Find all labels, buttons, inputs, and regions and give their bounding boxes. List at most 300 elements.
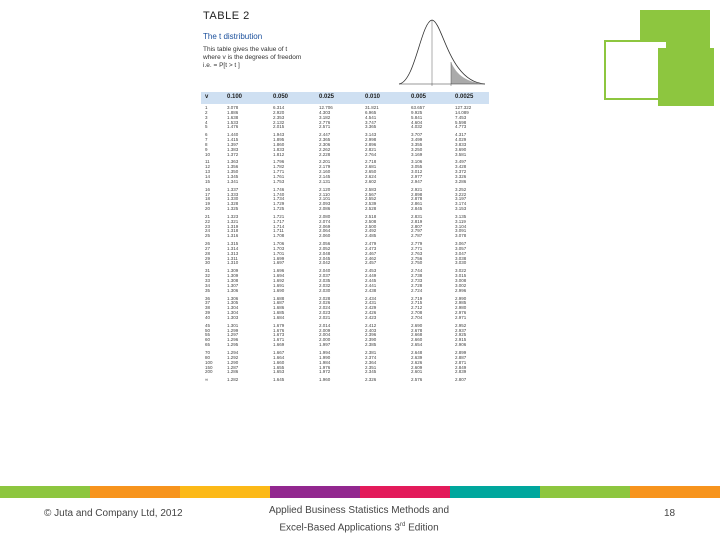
book-title-line-2 [250, 518, 468, 535]
table-cell: 2.976 [455, 310, 467, 316]
table-cell: 3.022 [455, 268, 467, 274]
table-cell: 2.074 [319, 218, 331, 224]
table-cell: 3.197 [455, 196, 467, 202]
table-cell: 2.539 [365, 201, 377, 207]
header-cell: v [205, 94, 209, 100]
deco-square-bottom [658, 48, 714, 106]
table-cell: 17 [205, 191, 211, 197]
table-cell: 1.292 [227, 354, 239, 360]
table-cell: 6 [205, 132, 208, 138]
band-segment [0, 486, 91, 498]
band-segment [180, 486, 271, 498]
table-cell: 2.654 [411, 342, 423, 348]
table-cell: 127.322 [455, 105, 472, 110]
band-segment [630, 486, 720, 498]
book-title-edition: Excel-Based Applications 3 [279, 522, 400, 534]
table-cell: 1.696 [273, 268, 285, 274]
table-cell: 1.653 [273, 369, 285, 375]
table-cell: 2.445 [365, 278, 377, 283]
table-cell: 1.316 [227, 233, 239, 239]
table-cell: 2.787 [411, 233, 423, 239]
table-cell: 39 [205, 310, 211, 316]
table-cell: 1.299 [227, 327, 239, 333]
table-cell: 2.878 [411, 196, 423, 202]
table-cell: 2.042 [319, 260, 331, 266]
table-cell: 4.029 [455, 137, 467, 143]
table-cell: 3.104 [455, 223, 467, 229]
table-cell: 2.345 [365, 369, 377, 375]
table-cell: 2.583 [365, 186, 377, 192]
table-cell: 2.120 [319, 186, 331, 192]
table-cell: 2.733 [411, 278, 423, 283]
table-cell: 1.294 [227, 349, 239, 355]
table-cell: 2.985 [455, 300, 467, 306]
table-cell: 2.467 [365, 250, 377, 256]
table-cell: 1.286 [227, 369, 239, 375]
table-cell: 1.697 [273, 260, 285, 266]
table-cell: 1.356 [227, 164, 239, 170]
table-cell: 1 [205, 105, 208, 110]
table-cell: 2.132 [273, 119, 285, 125]
table-cell: 45 [205, 322, 211, 328]
table-cell: 2.678 [411, 327, 423, 333]
table-cell: 4.317 [455, 132, 467, 138]
table-cell: 3.091 [455, 228, 467, 234]
table-cell: 2.977 [411, 173, 423, 179]
table-cell: 1.740 [273, 191, 285, 197]
table-cell: 4 [205, 119, 208, 125]
table-cell: 1.330 [227, 196, 239, 202]
table-cell: 1.711 [273, 228, 284, 234]
table-cell: 1.685 [273, 310, 285, 316]
table-cell: 50 [205, 327, 211, 333]
table-row [201, 207, 489, 212]
table-cell: 63.657 [411, 105, 425, 110]
table-cell: 2.771 [411, 245, 423, 251]
table-cell: 1.655 [273, 364, 285, 370]
table-cell: 2.896 [365, 141, 377, 147]
table-cell: 2.040 [319, 268, 331, 274]
table-cell: 10 [205, 151, 211, 157]
table-cell: 2.648 [411, 349, 423, 355]
table-cell: 3.428 [455, 164, 467, 170]
table-cell: 34 [205, 282, 211, 288]
desc-line: i.e. = P[t > t ] [203, 62, 240, 69]
band-segment [270, 486, 361, 498]
table-cell: 3.030 [455, 260, 467, 266]
table-cell: 3.002 [455, 282, 467, 288]
table-cell: 1.771 [273, 169, 285, 175]
table-cell: 1.687 [273, 300, 285, 306]
table-cell: 23 [205, 223, 211, 229]
table-cell: 24 [205, 228, 211, 234]
table-cell: 1.692 [273, 278, 285, 283]
t-distribution-table-image [197, 6, 494, 484]
table-cell: 2.035 [319, 278, 331, 283]
table-cell: 1.691 [273, 282, 285, 288]
table-cell: 3.252 [455, 186, 467, 192]
table-cell: 2.447 [319, 132, 331, 138]
table-cell: 1.350 [227, 169, 239, 175]
table-cell: 1.671 [273, 337, 285, 343]
table-cell: 20 [205, 206, 211, 212]
table-cell: 2.351 [365, 364, 377, 370]
table-cell: 38 [205, 305, 211, 311]
table-cell: 1.694 [273, 273, 285, 279]
table-cell: 2.776 [319, 119, 331, 125]
table-cell: 2.485 [365, 233, 377, 239]
table-cell: 2.473 [365, 245, 377, 251]
table-cell: 1.761 [273, 173, 285, 179]
book-title-edition-suffix: Edition [405, 522, 439, 534]
table-cell: 2.724 [411, 287, 423, 293]
table-cell: 1.533 [227, 119, 239, 125]
table-cell: 2.639 [411, 354, 423, 360]
table-row [201, 125, 489, 130]
table-cell: 3.365 [365, 124, 377, 130]
table-cell: 1.708 [273, 233, 285, 239]
table-cell: 2.110 [319, 191, 330, 197]
table-cell: 3.581 [455, 151, 467, 157]
table-cell: 2.145 [319, 173, 331, 179]
table-cell: 2.009 [319, 327, 331, 333]
table-cell: 2.160 [319, 169, 331, 175]
table-cell: 2.403 [365, 327, 377, 333]
table-row [201, 370, 489, 375]
table-cell: 1.673 [273, 332, 285, 338]
table-cell: 1.679 [273, 322, 285, 328]
table-cell: 1.812 [273, 151, 285, 157]
table-cell: 4.773 [455, 124, 467, 130]
table-cell: 2.101 [319, 196, 331, 202]
table-cell: 2.385 [365, 342, 377, 348]
table-cell: 4.032 [411, 124, 423, 130]
desc-line: where v is the degrees of freedom [203, 54, 302, 61]
table-cell: 1.308 [227, 278, 239, 283]
table-cell: 2.093 [319, 201, 331, 207]
table-cell: 1.721 [273, 213, 285, 219]
band-segment [90, 486, 181, 498]
table-cell: 1.363 [227, 159, 239, 165]
table-cell: 36 [205, 295, 211, 301]
table-cell: 3.169 [411, 151, 423, 157]
table-cell: 2.887 [455, 354, 467, 360]
header-cell: 0.0025 [455, 94, 474, 100]
table-cell: 2.871 [455, 359, 467, 365]
table-cell: 1.295 [227, 342, 239, 348]
table-cell: 1.306 [227, 295, 239, 301]
table-cell: 40 [205, 314, 211, 320]
table-cell: 2.756 [411, 255, 423, 261]
table-cell: 2.567 [365, 191, 377, 197]
table-cell: 2.952 [455, 322, 467, 328]
table-cell: 2.030 [319, 287, 331, 293]
table-cell: 80 [205, 354, 211, 360]
table-cell: 5 [205, 124, 208, 130]
table-row [201, 316, 489, 321]
table-cell: 31.821 [365, 105, 379, 110]
table-cell: 2.624 [365, 173, 377, 179]
table-cell: 2 [205, 109, 208, 115]
table-cell: 2.571 [319, 124, 331, 130]
table-cell: 2.374 [365, 354, 377, 360]
page-number: 18 [664, 508, 676, 519]
table-cell: 2.449 [365, 273, 377, 279]
table-cell: 27 [205, 245, 211, 251]
table-cell: 2.849 [455, 364, 467, 370]
table-cell: 2.719 [411, 295, 423, 301]
table-cell: 1.886 [227, 109, 239, 115]
table-cell: 1.337 [227, 186, 239, 192]
table-cell: 2.764 [365, 151, 377, 157]
table-cell: 2.947 [411, 178, 423, 184]
band-segment [540, 486, 631, 498]
table-cell: 2.980 [455, 305, 467, 311]
table-cell: 2.690 [411, 322, 423, 328]
table-cell: 70 [205, 349, 211, 355]
table-cell: 2.906 [455, 342, 467, 348]
table-cell: 1.325 [227, 206, 239, 212]
table-cell: 2.048 [319, 250, 331, 256]
table-cell: 1.333 [227, 191, 239, 197]
table-cell: 2.779 [411, 241, 423, 247]
table-cell: 3.222 [455, 191, 467, 197]
table-cell: 1.684 [273, 314, 285, 320]
table-cell: 2.626 [411, 359, 423, 365]
table-cell: 2.492 [365, 228, 377, 234]
table-cell: 1.328 [227, 201, 239, 207]
table-cell: 1.315 [227, 241, 239, 247]
table-cell: 1.345 [227, 173, 239, 179]
table-cell: 2.021 [319, 314, 331, 320]
table-cell: 18 [205, 196, 211, 202]
book-title-line-1: Applied Business Statistics Methods and [268, 505, 450, 516]
table-cell: 7 [205, 137, 208, 143]
table-cell: 1.306 [227, 287, 239, 293]
table-cell: 3.078 [455, 233, 467, 239]
table-row [201, 378, 489, 383]
table-cell: 2.508 [365, 218, 377, 224]
footer-copyright: © Juta and Company Ltd, 2012 [44, 508, 183, 519]
table-cell: 1.304 [227, 310, 239, 316]
table-cell: 2.060 [319, 233, 331, 239]
table-cell: 1.960 [319, 377, 331, 383]
table-cell: 1.667 [273, 349, 285, 355]
table-cell: 2.845 [411, 206, 423, 212]
table-cell: 2.365 [319, 137, 331, 143]
table-cell: 2.429 [365, 305, 377, 311]
table-cell: 2.024 [319, 305, 331, 311]
table-cell: 3.055 [411, 164, 423, 170]
table-cell: 1.976 [319, 364, 331, 370]
table-cell: 2.004 [319, 332, 331, 338]
header-cell: 0.005 [411, 94, 427, 100]
table-cell: 16 [205, 186, 211, 192]
table-cell: 1.717 [273, 218, 285, 224]
table-cell: 1.782 [273, 164, 285, 170]
table-cell: 2.023 [319, 310, 331, 316]
table-row [201, 153, 489, 158]
table-cell: 2.937 [455, 327, 467, 333]
table-cell: 2.179 [319, 164, 331, 170]
table-cell: 3.499 [411, 137, 423, 143]
table-cell: 9.925 [411, 109, 423, 115]
table-cell: 2.069 [319, 223, 331, 229]
header-cell: 0.010 [365, 94, 381, 100]
table-cell: 2.668 [411, 332, 423, 338]
table-cell: 1.314 [227, 245, 239, 251]
table-cell: 2.306 [319, 141, 331, 147]
color-band [0, 486, 720, 498]
table-cell: 1.372 [227, 151, 239, 157]
table-cell: 1.301 [227, 322, 239, 328]
edition-ordinal: rd [399, 522, 406, 528]
table-cell: 2.899 [455, 349, 467, 355]
table-cell: 2.681 [365, 164, 377, 170]
table-cell: 21 [205, 213, 211, 219]
table-cell: 2.412 [365, 322, 377, 328]
table-cell: 2.426 [365, 310, 377, 316]
table-cell: 3.690 [455, 146, 467, 152]
table-cell: 1.688 [273, 295, 285, 301]
table-cell: 2.457 [365, 260, 377, 266]
table-cell: 1.476 [227, 124, 239, 130]
table-cell: ∞ [205, 377, 209, 383]
table-cell: 2.037 [319, 273, 331, 279]
table-cell: 1.796 [273, 159, 285, 165]
table-cell: 1.415 [227, 137, 239, 143]
table-cell: 29 [205, 255, 211, 261]
table-cell: 1.296 [227, 337, 239, 343]
table-cell: 2.819 [411, 218, 423, 224]
table-cell: 2.712 [411, 305, 423, 311]
header-cell: 0.025 [319, 94, 335, 100]
table-cell: 2.738 [411, 273, 423, 279]
table-cell: 60 [205, 337, 211, 343]
table-cell: 2.052 [319, 245, 331, 251]
table-cell: 2.552 [365, 196, 377, 202]
table-cell: 2.479 [365, 241, 377, 247]
table-cell: 1.972 [319, 369, 331, 375]
table-body [201, 106, 489, 383]
table-cell: 2.807 [411, 223, 423, 229]
table-cell: 2.728 [411, 282, 423, 288]
table-cell: 2.807 [455, 377, 467, 383]
table-cell: 2.990 [455, 295, 467, 301]
table-cell: 3.057 [455, 245, 467, 251]
table-cell: 3.106 [411, 159, 423, 165]
table-cell: 3.747 [365, 119, 377, 125]
table-cell: 1.664 [273, 354, 285, 360]
table-cell: 2.915 [455, 337, 467, 343]
table-cell: 2.609 [411, 364, 423, 370]
table-cell: 2.602 [365, 178, 377, 184]
table-cell: 4.541 [365, 114, 377, 120]
table-cell: 2.014 [319, 322, 331, 328]
table-subtitle: The t distribution [203, 32, 263, 41]
table-cell: 1.860 [273, 141, 285, 147]
table-cell: 55 [205, 332, 211, 338]
table-cell: 2.441 [365, 282, 377, 288]
band-segment [450, 486, 541, 498]
table-cell: 1.699 [273, 255, 285, 261]
table-cell: 2.015 [273, 124, 285, 130]
table-row [201, 261, 489, 266]
table-cell: 2.971 [455, 314, 467, 320]
table-cell: 1.297 [227, 332, 239, 338]
table-cell: 2.898 [411, 191, 423, 197]
table-cell: 1.341 [227, 178, 239, 184]
table-cell: 2.861 [411, 201, 423, 207]
table-cell: 2.821 [365, 146, 377, 152]
table-cell: 3.067 [455, 241, 467, 247]
table-cell: 2.650 [365, 169, 377, 175]
table-cell: 1.310 [227, 260, 239, 266]
table-cell: 2.763 [411, 250, 423, 256]
table-row [201, 180, 489, 185]
table-cell: 1.321 [227, 218, 239, 224]
table-cell: 25 [205, 233, 211, 239]
table-cell: 3.326 [455, 173, 467, 179]
table-cell: 2.390 [365, 337, 377, 343]
table-cell: 1.307 [227, 282, 239, 288]
table-cell: 2.925 [455, 332, 467, 338]
table-cell: 2.080 [319, 213, 331, 219]
table-cell: 2.064 [319, 228, 331, 234]
table-cell: 1.895 [273, 137, 285, 143]
table-row [201, 234, 489, 239]
table-cell: 4.604 [411, 119, 423, 125]
table-cell: 2.708 [411, 310, 423, 316]
table-cell: 8 [205, 141, 208, 147]
table-cell: 1.319 [227, 223, 239, 229]
table-cell: 2.131 [319, 178, 331, 184]
table-cell: 1.287 [227, 364, 239, 370]
decorative-squares [604, 10, 716, 130]
table-cell: 26 [205, 241, 211, 247]
table-cell: 2.704 [411, 314, 423, 320]
table-row [201, 289, 489, 294]
table-cell: 2.056 [319, 241, 331, 247]
table-cell: 2.228 [319, 151, 331, 157]
table-cell: 3.008 [455, 278, 467, 283]
header-cell: 0.050 [273, 94, 289, 100]
table-cell: 2.026 [319, 300, 331, 306]
table-cell: 200 [205, 369, 213, 375]
table-cell: 2.453 [365, 268, 377, 274]
table-cell: 2.528 [365, 206, 377, 212]
table-cell: 2.262 [319, 146, 331, 152]
table-cell: 1.703 [273, 245, 285, 251]
table-cell: 2.364 [365, 359, 377, 365]
table-cell: 2.353 [273, 114, 285, 120]
table-cell: 1.282 [227, 377, 239, 383]
table-cell: 1.994 [319, 349, 331, 355]
table-cell: 1.676 [273, 327, 285, 333]
table-cell: 1.734 [273, 196, 285, 202]
table-cell: 100 [205, 359, 213, 365]
table-cell: 3.286 [455, 178, 467, 184]
table-cell: 2.201 [319, 159, 331, 165]
table-cell: 1.984 [319, 359, 331, 365]
table-cell: 1.690 [273, 287, 285, 293]
table-cell: 1.309 [227, 268, 239, 274]
table-cell: 2.601 [411, 369, 423, 375]
desc-line: This table gives the value of t [203, 46, 288, 53]
table-cell: 2.715 [411, 300, 423, 306]
table-cell: 2.921 [411, 186, 423, 192]
table-row [201, 343, 489, 348]
